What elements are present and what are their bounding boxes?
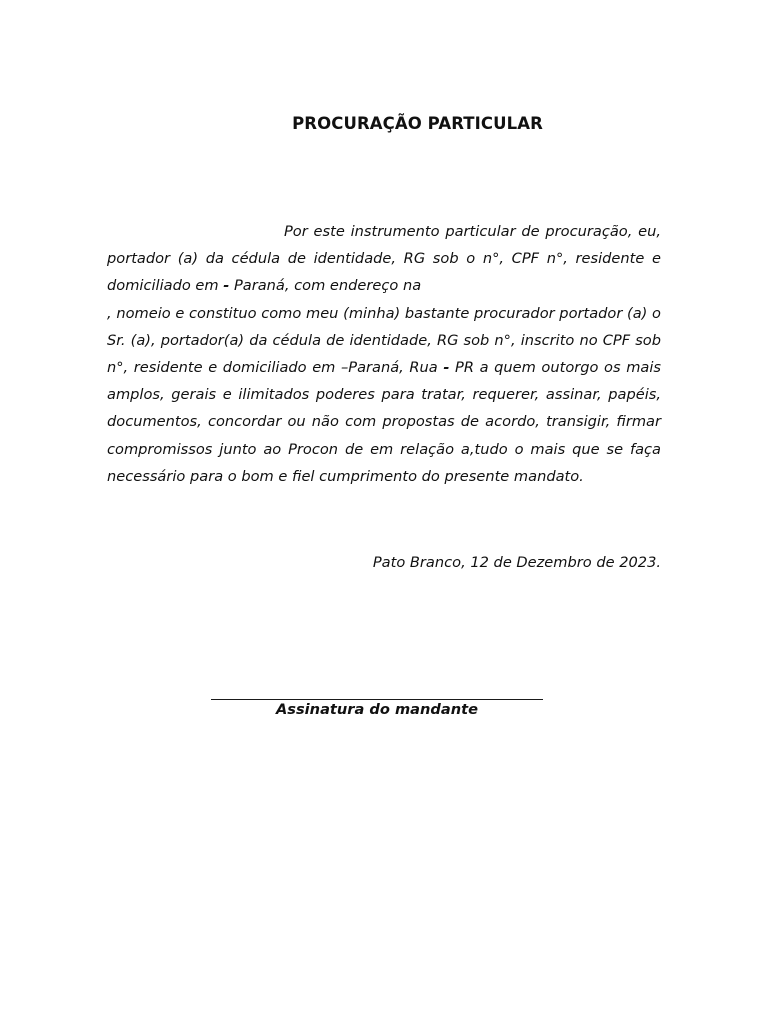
document-title: PROCURAÇÃO PARTICULAR — [292, 114, 543, 133]
paragraph-dash-1: - — [223, 277, 230, 295]
paragraph-text-part-1: Por este instrumento particular de procuração, eu, portador (a) da cédula de identidade, RG sob o n°, CPF n°, residente e domiciliado em — [107, 223, 661, 295]
signature-block — [211, 699, 543, 718]
body-paragraph — [107, 218, 661, 490]
signature-caption: Assinatura do mandante — [276, 701, 478, 718]
signature-line — [211, 699, 543, 700]
paragraph-text-part-2: Paraná, com endereço na , nomeio e constituo como meu (minha) bastante procurador portador (a) o Sr. (a), portador(a) da cédula de identidade, RG sob n°, inscrito no CPF sob n°, residente e domiciliado em –Paraná, Rua — [107, 277, 661, 377]
paragraph-text-part-3: PR a quem outorgo os mais amplos, gerais e ilimitados poderes para tratar, requerer, assinar, papéis, documentos, concordar ou não com propostas de acordo, transigir, firmar compromissos junto ao Procon de em relação a,tudo o mais que se faça necessário para o bom e fiel cumprimento do presente mandato. — [107, 359, 662, 485]
place-and-date: Pato Branco, 12 de Dezembro de 2023. — [372, 554, 661, 571]
paragraph-dash-2: - — [443, 359, 450, 377]
